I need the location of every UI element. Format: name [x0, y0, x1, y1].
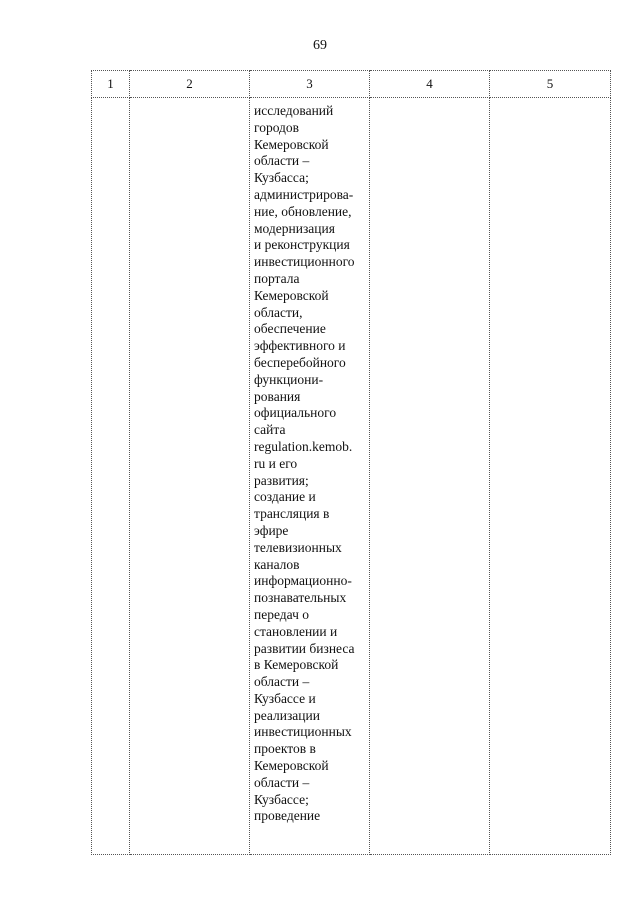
- cell-text-line: сайта: [254, 422, 286, 438]
- cell-text-line: ru и его: [254, 455, 298, 471]
- cell-text-line: области –: [254, 774, 310, 790]
- table-row: [92, 98, 611, 855]
- cell-text-line: Кемеровской: [254, 287, 329, 303]
- cell-text-line: Кузбассе;: [254, 791, 309, 807]
- cell-text-line: ние, обновление,: [254, 203, 352, 219]
- cell-text-line: исследований: [254, 103, 334, 118]
- column-header-5: 5: [490, 71, 611, 98]
- cell-text-line: области –: [254, 674, 310, 690]
- cell-text-line: проектов в: [254, 741, 316, 757]
- cell-col-1: [92, 98, 130, 855]
- cell-text-line: в Кемеровской: [254, 657, 339, 673]
- cell-text-line: администрирова-: [254, 186, 354, 202]
- column-header-4: 4: [370, 71, 490, 98]
- cell-text-line: рования: [254, 388, 301, 404]
- cell-text-line: каналов: [254, 556, 300, 572]
- cell-text-line: телевизионных: [254, 539, 342, 555]
- cell-col-3: [250, 98, 370, 855]
- cell-text-line: и реконструкция: [254, 237, 350, 253]
- cell-text-line: инвестиционных: [254, 724, 352, 740]
- header-row: [92, 71, 611, 98]
- cell-col-3-text: [250, 98, 369, 825]
- cell-text-line: обеспечение: [254, 321, 326, 337]
- cell-text-line: проведение: [254, 808, 321, 824]
- cell-text-line: эфире: [254, 522, 289, 538]
- cell-text-line: передач о: [254, 606, 310, 622]
- cell-text-line: модернизация: [254, 220, 335, 236]
- cell-text-line: официального: [254, 405, 337, 421]
- cell-col-5-text: [490, 98, 610, 103]
- cell-text-line: инвестиционного: [254, 254, 355, 270]
- cell-text-line: Кузбассе и: [254, 690, 316, 706]
- cell-text-line: познавательных: [254, 590, 347, 606]
- cell-text-line: regulation.kemob.: [254, 438, 353, 454]
- cell-text-line: информационно-: [254, 573, 352, 589]
- cell-text-line: развитии бизнеса: [254, 640, 355, 656]
- cell-text-line: трансляция в: [254, 506, 330, 522]
- cell-col-5: [490, 98, 611, 855]
- page-number: 69: [313, 38, 327, 53]
- cell-text-line: реализации: [254, 707, 320, 723]
- cell-col-2-text: [130, 98, 249, 103]
- cell-text-line: области,: [254, 304, 303, 320]
- cell-text-line: области –: [254, 153, 310, 169]
- cell-text-line: Кузбасса;: [254, 170, 309, 186]
- cell-col-2: [130, 98, 250, 855]
- cell-col-1-text: [92, 98, 129, 103]
- column-header-1: 1: [92, 71, 130, 98]
- cell-col-4-text: [370, 98, 489, 103]
- cell-text-line: становлении и: [254, 623, 338, 639]
- cell-text-line: бесперебойного: [254, 354, 346, 370]
- cell-text-line: развития;: [254, 472, 309, 488]
- cell-text-line: портала: [254, 270, 300, 286]
- cell-text-line: эффективного и: [254, 338, 346, 354]
- cell-col-4: [370, 98, 490, 855]
- column-header-2: 2: [130, 71, 250, 98]
- cell-text-line: функциони-: [254, 371, 324, 387]
- cell-text-line: Кемеровской: [254, 136, 329, 152]
- cell-text-line: городов: [254, 119, 300, 135]
- data-table: [91, 70, 611, 855]
- cell-text-line: создание и: [254, 489, 316, 505]
- column-header-3: 3: [250, 71, 370, 98]
- cell-text-line: Кемеровской: [254, 758, 329, 774]
